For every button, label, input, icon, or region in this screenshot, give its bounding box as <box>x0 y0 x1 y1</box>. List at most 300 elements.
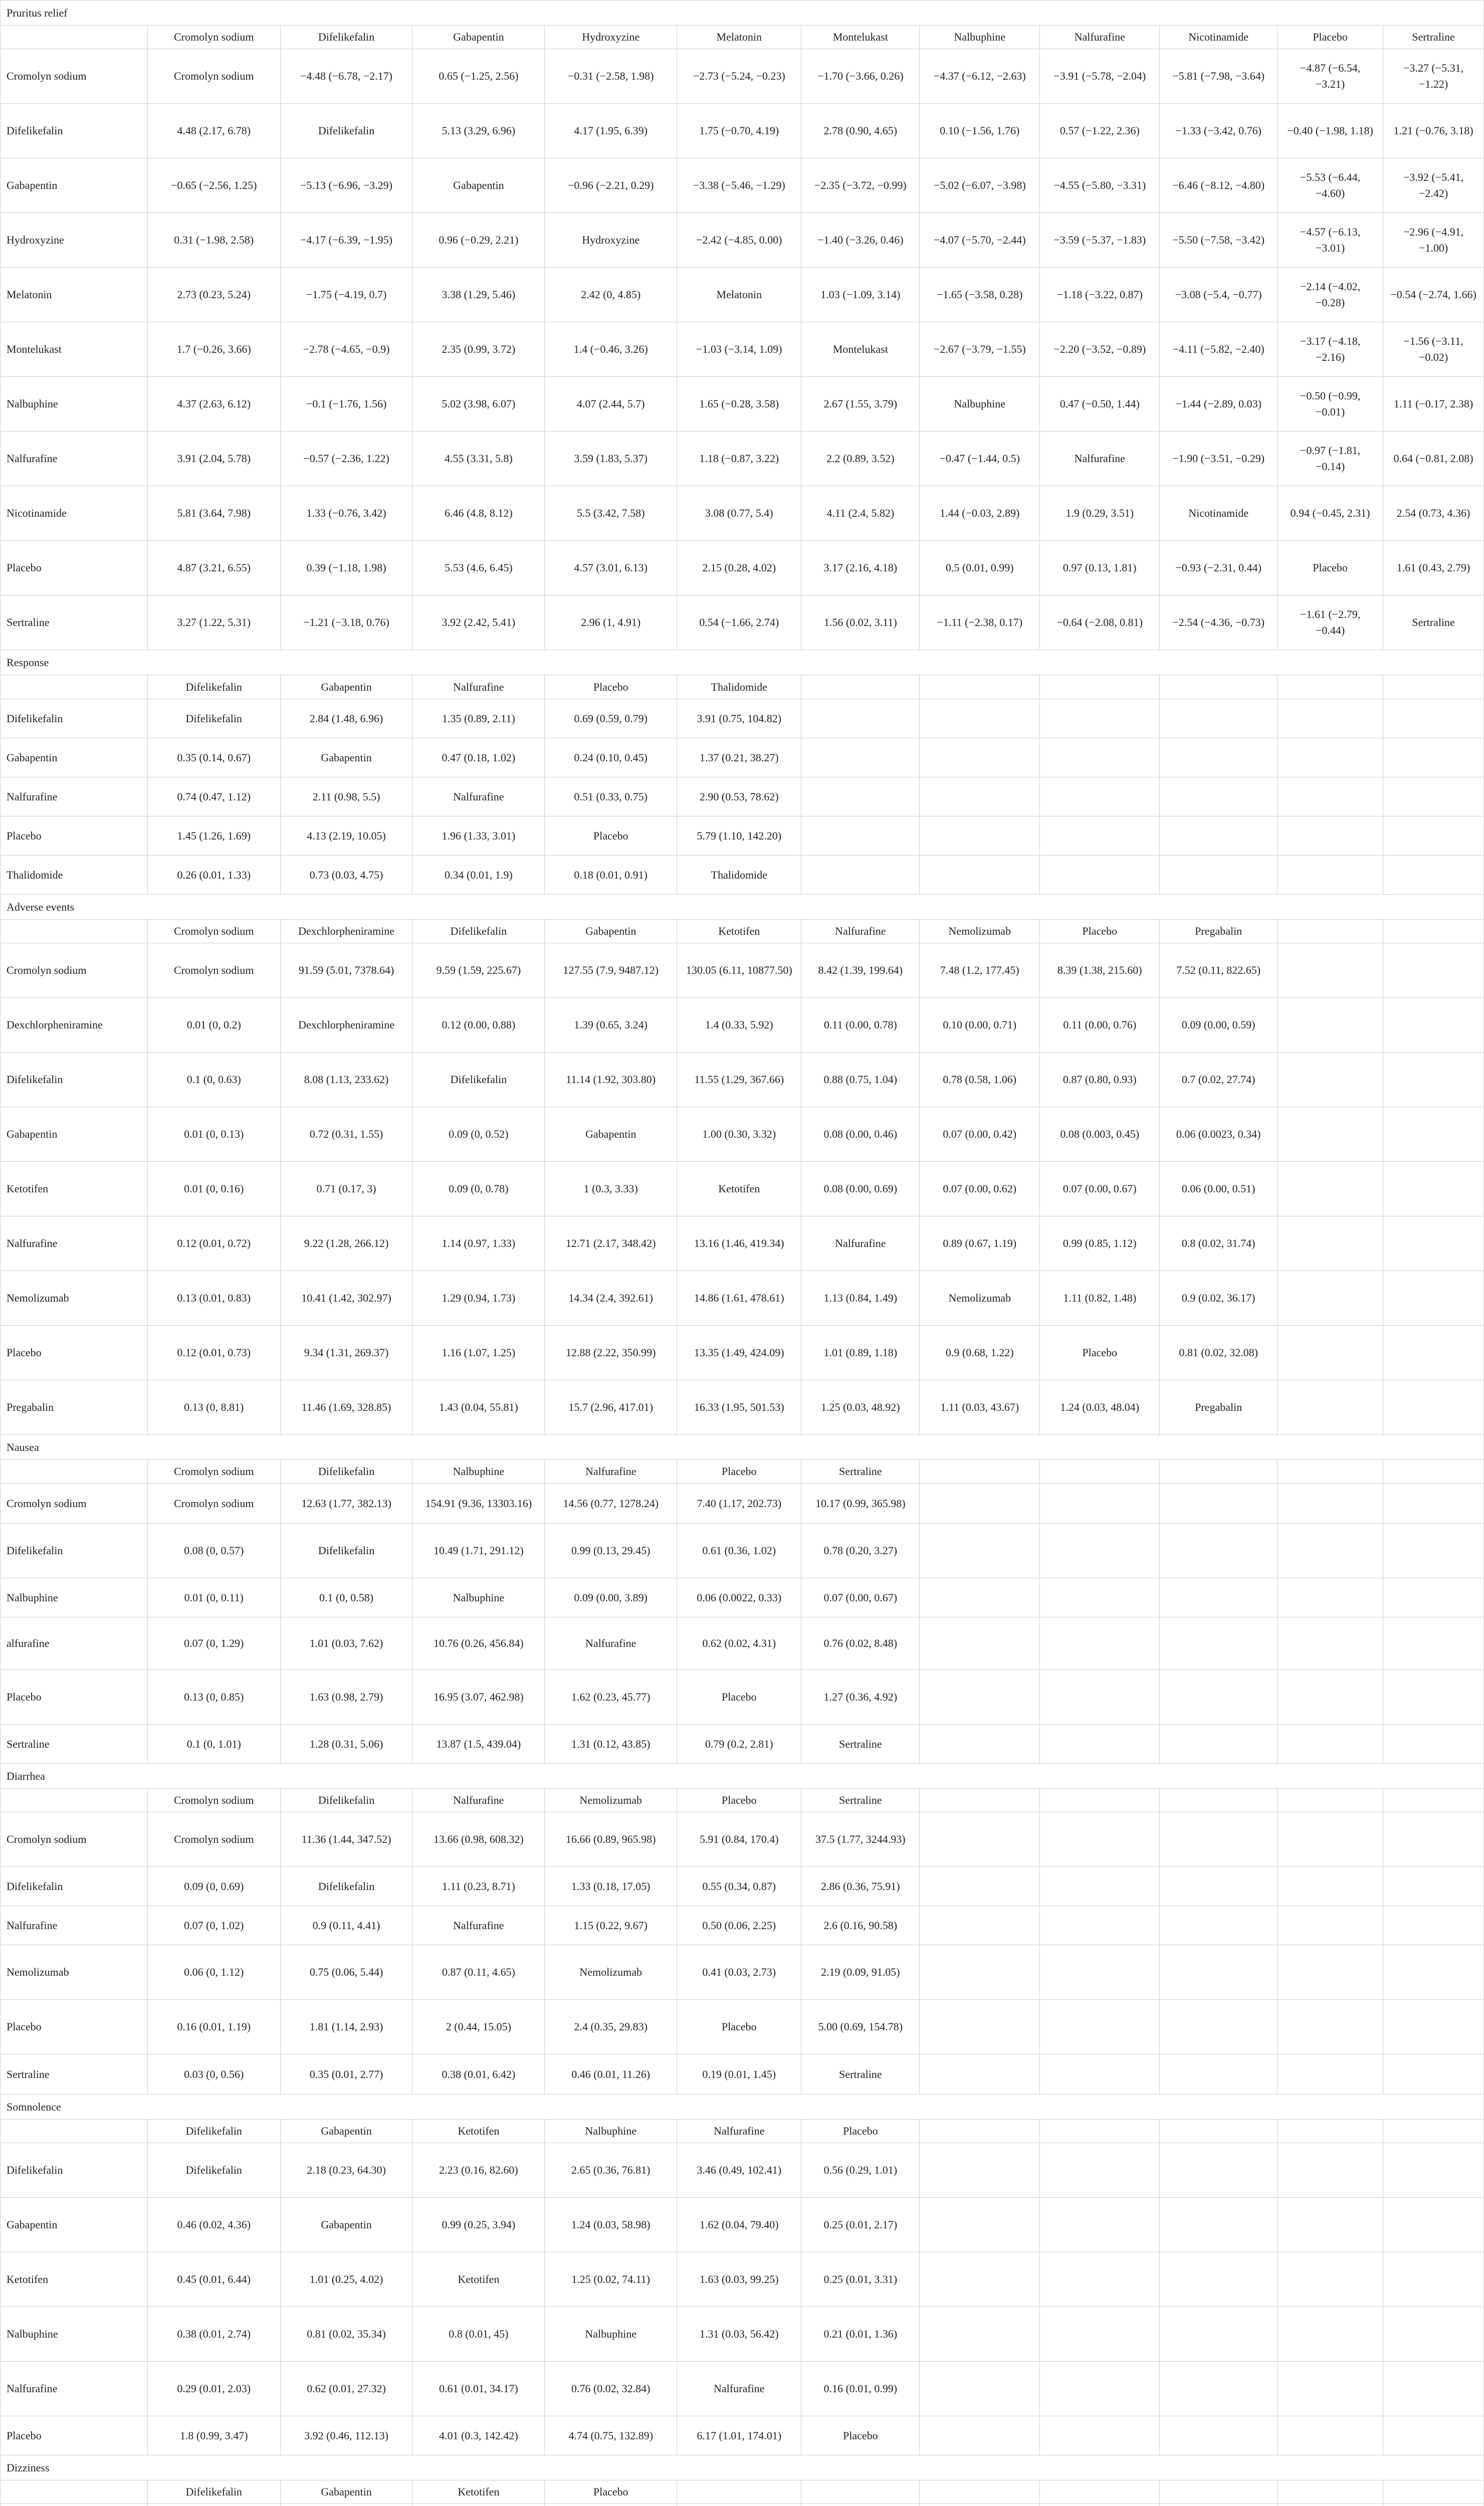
empty-cell <box>1040 1578 1160 1617</box>
column-header: Ketotifen <box>412 2480 545 2504</box>
header-corner-cell <box>1 1789 148 1812</box>
header-corner-cell <box>1 26 148 49</box>
estimate-cell: 0.45 (0.01, 6.44) <box>147 2252 280 2307</box>
empty-cell <box>1040 2252 1160 2307</box>
empty-cell <box>1278 777 1383 816</box>
column-header: Nalbuphine <box>920 26 1040 49</box>
estimate-cell: −1.40 (−3.26, 0.46) <box>801 213 920 268</box>
table-row <box>1 816 1484 856</box>
empty-cell <box>801 699 920 738</box>
column-header: Gabapentin <box>280 675 412 699</box>
league-table-body <box>1 1 1484 2506</box>
row-label: Placebo <box>1 1326 148 1380</box>
estimate-cell: 0.38 (0.01, 6.42) <box>412 2054 545 2095</box>
estimate-cell: 0.12 (0.01, 0.73) <box>147 1326 280 1380</box>
estimate-cell: −1.75 (−4.19, 0.7) <box>280 268 412 322</box>
table-row <box>1 1670 1484 1725</box>
empty-cell <box>1383 1945 1484 2000</box>
estimate-cell: 4.17 (1.95, 6.39) <box>545 104 677 158</box>
empty-cell <box>920 1945 1040 2000</box>
empty-cell <box>1160 1460 1278 1484</box>
estimate-cell: 10.49 (1.71, 291.12) <box>412 1524 545 1578</box>
table-row <box>1 1906 1484 1945</box>
diagonal-treatment-cell: Ketotifen <box>677 1162 801 1216</box>
row-label <box>1 2504 148 2506</box>
diagonal-treatment-cell: Gabapentin <box>280 2198 412 2252</box>
empty-cell <box>1160 2054 1278 2095</box>
row-label: Sertraline <box>1 2054 148 2095</box>
estimate-cell: 1.11 (−0.17, 2.38) <box>1383 377 1484 432</box>
estimate-cell: 0.61 (0.36, 1.02) <box>677 1524 801 1578</box>
estimate-cell: −0.50 (−0.99, −0.01) <box>1278 377 1383 432</box>
empty-cell <box>1278 699 1383 738</box>
estimate-cell: −0.1 (−1.76, 1.56) <box>280 377 412 432</box>
empty-cell <box>801 777 920 816</box>
estimate-cell: 2.65 (0.36, 76.81) <box>545 2143 677 2198</box>
estimate-cell: 10.41 (1.42, 302.97) <box>280 1271 412 1326</box>
table-row <box>1 158 1484 213</box>
empty-cell <box>801 675 920 699</box>
diagonal-treatment-cell: Difelikefalin <box>280 104 412 158</box>
table-row <box>1 2362 1484 2416</box>
empty-cell <box>1278 1271 1383 1326</box>
estimate-cell: 0.07 (0, 1.29) <box>147 1617 280 1670</box>
estimate-cell: 0.35 (0.01, 2.77) <box>280 2054 412 2095</box>
estimate-cell: 1.25 (0.03, 48.92) <box>801 1380 920 1435</box>
estimate-cell: 11.46 (1.69, 328.85) <box>280 1380 412 1435</box>
row-label: alfurafine <box>1 1617 148 1670</box>
empty-cell <box>1278 1725 1383 1764</box>
diagonal-treatment-cell: Cromolyn sodium <box>147 1812 280 1867</box>
estimate-cell: −3.08 (−5.4, −0.77) <box>1160 268 1278 322</box>
diagonal-treatment-cell: Dexchlorpheniramine <box>280 998 412 1053</box>
empty-cell <box>1040 2416 1160 2455</box>
estimate-cell: 0.8 (0.01, 45) <box>412 2307 545 2362</box>
empty-cell <box>1160 2307 1278 2362</box>
empty-cell <box>1278 2362 1383 2416</box>
diagonal-treatment-cell: Placebo <box>1278 541 1383 595</box>
estimate-cell: 0.38 (0.01, 2.74) <box>147 2307 280 2362</box>
estimate-cell: 16.66 (0.89, 965.98) <box>545 1812 677 1867</box>
empty-cell <box>1383 2000 1484 2054</box>
estimate-cell: 9.59 (1.59, 225.67) <box>412 943 545 998</box>
estimate-cell: 11.55 (1.29, 367.66) <box>677 1053 801 1107</box>
estimate-cell: 1.65 (−0.28, 3.58) <box>677 377 801 432</box>
estimate-cell: 0.87 (0.80, 0.93) <box>1040 1053 1160 1107</box>
estimate-cell: 0.39 (−1.18, 1.98) <box>280 541 412 595</box>
empty-cell <box>1278 2054 1383 2095</box>
empty-cell <box>1383 1162 1484 1216</box>
estimate-cell: 0.08 (0.00, 0.69) <box>801 1162 920 1216</box>
estimate-cell: 37.5 (1.77, 3244.93) <box>801 1812 920 1867</box>
estimate-cell: 0.72 (0.31, 1.55) <box>280 1107 412 1162</box>
estimate-cell: 13.16 (1.46, 419.34) <box>677 1216 801 1271</box>
estimate-cell: −0.64 (−2.08, 0.81) <box>1040 595 1160 650</box>
empty-cell <box>1278 2416 1383 2455</box>
diagonal-treatment-cell: Placebo <box>545 816 677 856</box>
estimate-cell: 0.1 (0, 0.58) <box>280 1578 412 1617</box>
estimate-cell: 0.97 (0.13, 1.81) <box>1040 541 1160 595</box>
diagonal-treatment-cell: Nalbuphine <box>920 377 1040 432</box>
estimate-cell: 7.48 (1.2, 177.45) <box>920 943 1040 998</box>
table-row <box>1 2000 1484 2054</box>
estimate-cell: 1.13 (0.84, 1.49) <box>801 1271 920 1326</box>
estimate-cell: 13.66 (0.98, 608.32) <box>412 1812 545 1867</box>
diagonal-treatment-cell: Melatonin <box>677 268 801 322</box>
empty-cell <box>1040 2504 1160 2506</box>
diagonal-treatment-cell: Sertraline <box>1383 595 1484 650</box>
empty-cell <box>1278 1216 1383 1271</box>
estimate-cell: 11.36 (1.44, 347.52) <box>280 1812 412 1867</box>
estimate-cell: −4.07 (−5.70, −2.44) <box>920 213 1040 268</box>
empty-cell <box>1383 2120 1484 2143</box>
estimate-cell: 14.86 (1.61, 478.61) <box>677 1271 801 1326</box>
estimate-cell: 0.29 (0.01, 2.03) <box>147 2362 280 2416</box>
diagonal-treatment-cell: Cromolyn sodium <box>147 1484 280 1524</box>
estimate-cell: 0.13 (0, 8.81) <box>147 1380 280 1435</box>
estimate-cell: 0.16 (0.01, 1.19) <box>147 2000 280 2054</box>
header-corner-cell <box>1 1460 148 1484</box>
estimate-cell <box>412 2504 545 2506</box>
estimate-cell: 0.62 (0.02, 4.31) <box>677 1617 801 1670</box>
estimate-cell: 1.4 (−0.46, 3.26) <box>545 322 677 377</box>
estimate-cell: −3.38 (−5.46, −1.29) <box>677 158 801 213</box>
estimate-cell: 0.07 (0, 1.02) <box>147 1906 280 1945</box>
empty-cell <box>920 2000 1040 2054</box>
table-row <box>1 1812 1484 1867</box>
estimate-cell: 5.81 (3.64, 7.98) <box>147 486 280 541</box>
estimate-cell: 0.01 (0, 0.13) <box>147 1107 280 1162</box>
empty-cell <box>1383 2416 1484 2455</box>
estimate-cell: 0.06 (0.0022, 0.33) <box>677 1578 801 1617</box>
empty-cell <box>1383 1906 1484 1945</box>
table-row <box>1 377 1484 432</box>
estimate-cell: 1.45 (1.26, 1.69) <box>147 816 280 856</box>
empty-cell <box>920 1617 1040 1670</box>
empty-cell <box>1278 675 1383 699</box>
estimate-cell: 1.33 (0.18, 17.05) <box>545 1867 677 1906</box>
estimate-cell: 0.50 (0.06, 2.25) <box>677 1906 801 1945</box>
empty-cell <box>1040 1670 1160 1725</box>
column-header: Difelikefalin <box>412 920 545 943</box>
estimate-cell: 8.42 (1.39, 199.64) <box>801 943 920 998</box>
estimate-cell: −1.90 (−3.51, −0.29) <box>1160 432 1278 486</box>
table-row <box>1 541 1484 595</box>
section-title: Dizziness <box>1 2455 1484 2480</box>
column-header: Nalbuphine <box>412 1460 545 1484</box>
estimate-cell: −3.92 (−5.41, −2.42) <box>1383 158 1484 213</box>
empty-cell <box>1278 998 1383 1053</box>
empty-cell <box>1383 1789 1484 1812</box>
estimate-cell: −4.57 (−6.13, −3.01) <box>1278 213 1383 268</box>
empty-cell <box>920 1460 1040 1484</box>
row-label: Sertraline <box>1 1725 148 1764</box>
diagonal-treatment-cell: Placebo <box>1040 1326 1160 1380</box>
estimate-cell: −1.56 (−3.11, −0.02) <box>1383 322 1484 377</box>
column-header: Nalfurafine <box>412 1789 545 1812</box>
empty-cell <box>1383 699 1484 738</box>
empty-cell <box>1278 1524 1383 1578</box>
empty-cell <box>920 1725 1040 1764</box>
estimate-cell: −2.67 (−3.79, −1.55) <box>920 322 1040 377</box>
estimate-cell: −2.96 (−4.91, −1.00) <box>1383 213 1484 268</box>
empty-cell <box>920 1812 1040 1867</box>
empty-cell <box>920 1670 1040 1725</box>
table-row <box>1 1484 1484 1524</box>
column-header: Gabapentin <box>280 2480 412 2504</box>
estimate-cell: 1.56 (0.02, 3.11) <box>801 595 920 650</box>
estimate-cell: −2.54 (−4.36, −0.73) <box>1160 595 1278 650</box>
empty-cell <box>1383 1617 1484 1670</box>
estimate-cell: 0.06 (0.0023, 0.34) <box>1160 1107 1278 1162</box>
estimate-cell: 7.40 (1.17, 202.73) <box>677 1484 801 1524</box>
empty-cell <box>920 2416 1040 2455</box>
estimate-cell: 0.65 (−1.25, 2.56) <box>412 49 545 104</box>
estimate-cell: 0.8 (0.02, 31.74) <box>1160 1216 1278 1271</box>
section-title-row-dizziness <box>1 2455 1484 2480</box>
estimate-cell: −1.03 (−3.14, 1.09) <box>677 322 801 377</box>
estimate-cell: 0.10 (−1.56, 1.76) <box>920 104 1040 158</box>
empty-cell <box>1040 699 1160 738</box>
estimate-cell: 3.59 (1.83, 5.37) <box>545 432 677 486</box>
estimate-cell: 8.08 (1.13, 233.62) <box>280 1053 412 1107</box>
empty-cell <box>1278 2252 1383 2307</box>
column-header: Placebo <box>677 1789 801 1812</box>
diagonal-treatment-cell: Difelikefalin <box>280 1867 412 1906</box>
estimate-cell: 9.34 (1.31, 269.37) <box>280 1326 412 1380</box>
header-row-nausea <box>1 1460 1484 1484</box>
estimate-cell: −1.11 (−2.38, 0.17) <box>920 595 1040 650</box>
estimate-cell: 3.91 (0.75, 104.82) <box>677 699 801 738</box>
column-header: Cromolyn sodium <box>147 26 280 49</box>
estimate-cell: 1.39 (0.65, 3.24) <box>545 998 677 1053</box>
empty-cell <box>1160 1867 1278 1906</box>
estimate-cell: 0.01 (0, 0.11) <box>147 1578 280 1617</box>
estimate-cell: 0.9 (0.02, 36.17) <box>1160 1271 1278 1326</box>
estimate-cell: 0.34 (0.01, 1.9) <box>412 856 545 895</box>
estimate-cell: 1.24 (0.03, 48.04) <box>1040 1380 1160 1435</box>
estimate-cell: 13.87 (1.5, 439.04) <box>412 1725 545 1764</box>
table-row <box>1 1617 1484 1670</box>
estimate-cell: 4.37 (2.63, 6.12) <box>147 377 280 432</box>
column-header: Nicotinamide <box>1160 26 1278 49</box>
estimate-cell: 0.62 (0.01, 27.32) <box>280 2362 412 2416</box>
estimate-cell: 0.09 (0, 0.52) <box>412 1107 545 1162</box>
estimate-cell: 1.03 (−1.09, 3.14) <box>801 268 920 322</box>
empty-cell <box>1160 2143 1278 2198</box>
empty-cell <box>1383 1460 1484 1484</box>
estimate-cell: 1.18 (−0.87, 3.22) <box>677 432 801 486</box>
estimate-cell: 2.15 (0.28, 4.02) <box>677 541 801 595</box>
estimate-cell: 0.07 (0.00, 0.62) <box>920 1162 1040 1216</box>
estimate-cell: −0.57 (−2.36, 1.22) <box>280 432 412 486</box>
estimate-cell: 1.14 (0.97, 1.33) <box>412 1216 545 1271</box>
estimate-cell: 0.09 (0, 0.78) <box>412 1162 545 1216</box>
empty-cell <box>1278 2000 1383 2054</box>
estimate-cell: −0.96 (−2.21, 0.29) <box>545 158 677 213</box>
empty-cell <box>1278 1906 1383 1945</box>
estimate-cell: −3.17 (−4.18, −2.16) <box>1278 322 1383 377</box>
estimate-cell: 0.12 (0.01, 0.72) <box>147 1216 280 1271</box>
estimate-cell: −2.78 (−4.65, −0.9) <box>280 322 412 377</box>
estimate-cell: 1.21 (−0.76, 3.18) <box>1383 104 1484 158</box>
estimate-cell: −5.81 (−7.98, −3.64) <box>1160 49 1278 104</box>
empty-cell <box>1040 1460 1160 1484</box>
empty-cell <box>1160 1484 1278 1524</box>
estimate-cell: 0.7 (0.02, 27.74) <box>1160 1053 1278 1107</box>
empty-cell <box>1278 738 1383 777</box>
diagonal-treatment-cell: Nalfurafine <box>801 1216 920 1271</box>
empty-cell <box>1383 1271 1484 1326</box>
row-label: Placebo <box>1 2416 148 2455</box>
table-row <box>1 1271 1484 1326</box>
empty-cell <box>1383 738 1484 777</box>
empty-cell <box>920 2198 1040 2252</box>
empty-cell <box>1160 1906 1278 1945</box>
empty-cell <box>1040 1867 1160 1906</box>
empty-cell <box>1278 2120 1383 2143</box>
table-row <box>1 104 1484 158</box>
row-label: Nalbuphine <box>1 2307 148 2362</box>
estimate-cell: 15.7 (2.96, 417.01) <box>545 1380 677 1435</box>
empty-cell <box>920 2120 1040 2143</box>
empty-cell <box>1383 1484 1484 1524</box>
empty-cell <box>1383 1725 1484 1764</box>
estimate-cell: 2.6 (0.16, 90.58) <box>801 1906 920 1945</box>
empty-cell <box>1040 1524 1160 1578</box>
empty-cell <box>1160 1789 1278 1812</box>
estimate-cell: −1.44 (−2.89, 0.03) <box>1160 377 1278 432</box>
table-row <box>1 595 1484 650</box>
diagonal-treatment-cell: Placebo <box>677 2000 801 2054</box>
table-row <box>1 1524 1484 1578</box>
estimate-cell: 0.08 (0.00, 0.46) <box>801 1107 920 1162</box>
empty-cell <box>920 856 1040 895</box>
empty-cell <box>1040 1812 1160 1867</box>
section-title: Adverse events <box>1 895 1484 920</box>
estimate-cell: 0.19 (0.01, 1.45) <box>677 2054 801 2095</box>
estimate-cell: 0.81 (0.02, 35.34) <box>280 2307 412 2362</box>
estimate-cell: 1.15 (0.22, 9.67) <box>545 1906 677 1945</box>
table-row <box>1 213 1484 268</box>
row-label: Nalbuphine <box>1 1578 148 1617</box>
estimate-cell: 0.9 (0.68, 1.22) <box>920 1326 1040 1380</box>
estimate-cell: 2.96 (1, 4.91) <box>545 595 677 650</box>
estimate-cell: 11.14 (1.92, 303.80) <box>545 1053 677 1107</box>
empty-cell <box>1160 1524 1278 1578</box>
empty-cell <box>1160 816 1278 856</box>
empty-cell <box>1278 856 1383 895</box>
estimate-cell: 0.61 (0.01, 34.17) <box>412 2362 545 2416</box>
empty-cell <box>1383 2054 1484 2095</box>
empty-cell <box>1278 1053 1383 1107</box>
estimate-cell: 1.4 (0.33, 5.92) <box>677 998 801 1053</box>
estimate-cell: 0.41 (0.03, 2.73) <box>677 1945 801 2000</box>
empty-cell <box>1383 2143 1484 2198</box>
empty-cell <box>1040 1617 1160 1670</box>
estimate-cell: 2.78 (0.90, 4.65) <box>801 104 920 158</box>
column-header: Placebo <box>801 2120 920 2143</box>
estimate-cell: 0.78 (0.20, 3.27) <box>801 1524 920 1578</box>
row-label: Gabapentin <box>1 738 148 777</box>
table-row <box>1 2416 1484 2455</box>
estimate-cell: 0.09 (0.00, 0.59) <box>1160 998 1278 1053</box>
header-row-somnolence <box>1 2120 1484 2143</box>
diagonal-treatment-cell: Nalbuphine <box>412 1578 545 1617</box>
table-row <box>1 268 1484 322</box>
empty-cell <box>1383 998 1484 1053</box>
row-label: Cromolyn sodium <box>1 1484 148 1524</box>
estimate-cell: 5.13 (3.29, 6.96) <box>412 104 545 158</box>
estimate-cell: −0.54 (−2.74, 1.66) <box>1383 268 1484 322</box>
estimate-cell: 6.17 (1.01, 174.01) <box>677 2416 801 2455</box>
row-label: Dexchlorpheniramine <box>1 998 148 1053</box>
diagonal-treatment-cell: Gabapentin <box>412 158 545 213</box>
empty-cell <box>1160 738 1278 777</box>
estimate-cell: 1.62 (0.23, 45.77) <box>545 1670 677 1725</box>
table-row <box>1 2054 1484 2095</box>
section-title-row-somnolence <box>1 2095 1484 2120</box>
estimate-cell: 13.35 (1.49, 424.09) <box>677 1326 801 1380</box>
estimate-cell: 0.99 (0.13, 29.45) <box>545 1524 677 1578</box>
estimate-cell: 0.26 (0.01, 1.33) <box>147 856 280 895</box>
estimate-cell <box>280 2504 412 2506</box>
diagonal-treatment-cell: Gabapentin <box>280 738 412 777</box>
row-label: Ketotifen <box>1 2252 148 2307</box>
section-title-row-diarrhea <box>1 1764 1484 1789</box>
row-label: Hydroxyzine <box>1 213 148 268</box>
empty-cell <box>1040 2120 1160 2143</box>
header-row-diarrhea <box>1 1789 1484 1812</box>
table-row <box>1 322 1484 377</box>
estimate-cell: 0.11 (0.00, 0.78) <box>801 998 920 1053</box>
empty-cell <box>1383 2480 1484 2504</box>
estimate-cell: 127.55 (7.9, 9487.12) <box>545 943 677 998</box>
estimate-cell: 0.10 (0.00, 0.71) <box>920 998 1040 1053</box>
estimate-cell: −0.93 (−2.31, 0.44) <box>1160 541 1278 595</box>
estimate-cell: 0.06 (0.00, 0.51) <box>1160 1162 1278 1216</box>
diagonal-treatment-cell: Difelikefalin <box>412 1053 545 1107</box>
empty-cell <box>1040 2307 1160 2362</box>
estimate-cell: 1.33 (−0.76, 3.42) <box>280 486 412 541</box>
empty-cell <box>1278 920 1383 943</box>
estimate-cell: −5.53 (−6.44, −4.60) <box>1278 158 1383 213</box>
column-header: Nalfurafine <box>1040 26 1160 49</box>
section-title: Diarrhea <box>1 1764 1484 1789</box>
estimate-cell: 0.09 (0, 0.69) <box>147 1867 280 1906</box>
estimate-cell: 1.63 (0.03, 99.25) <box>677 2252 801 2307</box>
empty-cell <box>1383 1216 1484 1271</box>
estimate-cell: 0.08 (0, 0.57) <box>147 1524 280 1578</box>
estimate-cell: 0.13 (0.01, 0.83) <box>147 1271 280 1326</box>
estimate-cell: 5.91 (0.84, 170.4) <box>677 1812 801 1867</box>
estimate-cell: 1 (0.3, 3.33) <box>545 1162 677 1216</box>
row-label: Ketotifen <box>1 1162 148 1216</box>
empty-cell <box>1278 1789 1383 1812</box>
header-row-response <box>1 675 1484 699</box>
estimate-cell: 0.03 (0, 0.56) <box>147 2054 280 2095</box>
empty-cell <box>1040 2362 1160 2416</box>
estimate-cell: 0.87 (0.11, 4.65) <box>412 1945 545 2000</box>
table-row <box>1 2198 1484 2252</box>
estimate-cell: 1.25 (0.02, 74.11) <box>545 2252 677 2307</box>
estimate-cell: −0.31 (−2.58, 1.98) <box>545 49 677 104</box>
empty-cell <box>920 2307 1040 2362</box>
estimate-cell: 0.79 (0.2, 2.81) <box>677 1725 801 1764</box>
estimate-cell: 2.4 (0.35, 29.83) <box>545 2000 677 2054</box>
column-header: Melatonin <box>677 26 801 49</box>
empty-cell <box>1278 1326 1383 1380</box>
